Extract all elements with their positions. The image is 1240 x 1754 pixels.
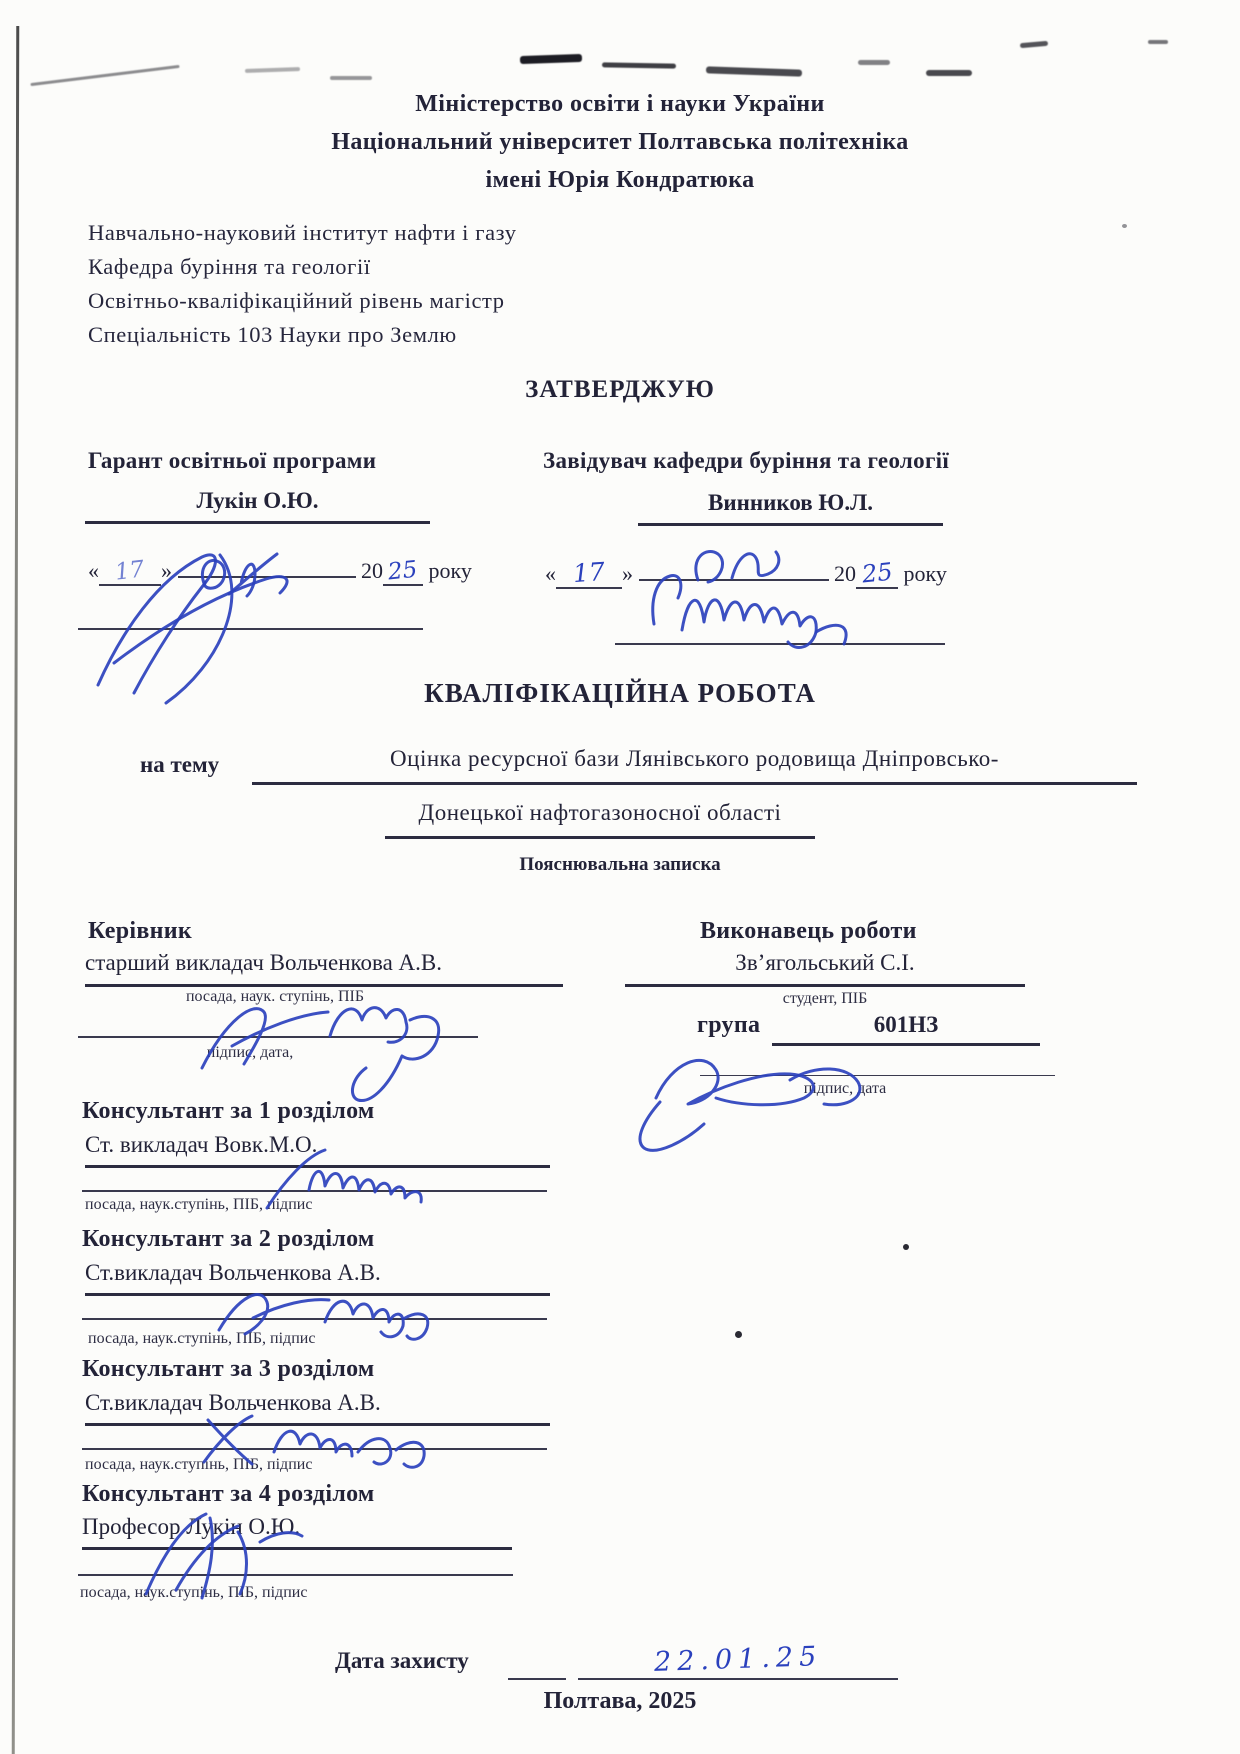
head-signature-line — [615, 615, 945, 645]
head-year-word: року — [903, 561, 947, 586]
institute-line: Навчально-науковий інститут нафти і газу — [88, 220, 517, 245]
consultant-4-caption: посада, наук.ступінь, ПІБ, підпис — [80, 1584, 308, 1601]
consultant-3-heading: Консультант за 3 розділом — [82, 1356, 375, 1382]
supervisor-name: старший викладач Вольченкова А.В. — [85, 950, 563, 987]
guarantor-date-line — [88, 558, 472, 586]
consultant-3-signature-line — [82, 1422, 547, 1450]
quote-open: « — [88, 558, 99, 583]
defense-date-blank — [508, 1650, 566, 1680]
scan-smudge — [30, 65, 179, 86]
defense-date-handwritten: 22.01.25 — [653, 1641, 823, 1678]
quote-open: « — [545, 561, 556, 586]
theme-line1: Оцінка ресурсної бази Лянівського родовища Дніпровсько- — [252, 746, 1137, 785]
specialty-line: Спеціальність 103 Науки про Землю — [88, 322, 457, 347]
scan-smudge — [602, 62, 676, 68]
executor-signature-line — [700, 1047, 1055, 1076]
consultant-1-heading: Консультант за 1 розділом — [82, 1098, 375, 1124]
executor-group-label: група — [697, 1012, 761, 1038]
head-date-line — [545, 558, 947, 589]
defense-date-label: Дата захисту — [335, 1648, 469, 1673]
guarantor-name: Лукін О.Ю. — [85, 488, 430, 524]
approve-heading: ЗАТВЕРДЖУЮ — [525, 376, 715, 403]
head-name: Винников Ю.Л. — [638, 490, 943, 526]
scan-smudge — [520, 54, 582, 64]
guarantor-year-prefix: 20 — [361, 558, 383, 583]
level-line: Освітньо-кваліфікаційний рівень магістр — [88, 288, 505, 313]
scan-speck — [1122, 224, 1127, 228]
head-role: Завідувач кафедри буріння та геології — [543, 448, 950, 473]
defense-date-line — [578, 1641, 898, 1680]
supervisor-signature-caption: підпис, дата, — [206, 1044, 294, 1061]
scan-smudge — [1148, 40, 1168, 44]
guarantor-role: Гарант освітньої програми — [88, 448, 377, 473]
guarantor-day-handwritten: 17 — [113, 556, 147, 586]
header-block — [0, 85, 1240, 199]
scan-smudge — [926, 70, 972, 76]
consultant-2-caption: посада, наук.ступінь, ПІБ, підпис — [88, 1330, 316, 1347]
consultant-2-signature-line — [82, 1292, 547, 1320]
consultant-1-signature-line — [82, 1164, 547, 1192]
scan-smudge — [245, 67, 300, 73]
consultant-4-heading: Консультант за 4 розділом — [82, 1481, 375, 1507]
consultant-2-heading: Консультант за 2 розділом — [82, 1226, 375, 1252]
consultant-4-name: Професор Лукін О.Ю. — [82, 1514, 512, 1550]
quote-close: » — [161, 558, 172, 583]
supervisor-label: Керівник — [88, 918, 193, 944]
executor-group-value: 601НЗ — [772, 1012, 1040, 1046]
work-title: КВАЛІФІКАЦІЙНА РОБОТА — [424, 678, 816, 708]
executor-signature-caption: підпис, дата — [803, 1080, 887, 1097]
guarantor-year-word: року — [428, 558, 472, 583]
guarantor-year-handwritten: 25 — [387, 556, 419, 586]
executor-name: Зв’ягольський С.І. — [625, 950, 1025, 987]
university-line: Національний університет Полтавська політехніка — [331, 129, 909, 155]
consultant-1-name: Ст. викладач Вовк.М.О. — [85, 1132, 550, 1168]
theme-label: на тему — [140, 752, 220, 777]
consultant-1-caption: посада, наук.ступінь, ПІБ, підпис — [85, 1196, 313, 1213]
named-after-line: імені Юрія Кондратюка — [485, 167, 755, 193]
head-year-handwritten: 25 — [860, 557, 894, 589]
scan-edge-line — [12, 26, 20, 1754]
scan-speck — [903, 1244, 909, 1250]
consultant-3-caption: посада, наук.ступінь, ПІБ, підпис — [85, 1456, 313, 1473]
work-subtitle: Пояснювальна записка — [519, 854, 721, 875]
supervisor-name-caption: посада, наук. ступінь, ПІБ — [185, 988, 365, 1005]
consultant-2-name: Ст.викладач Вольченкова А.В. — [85, 1260, 550, 1296]
department-line: Кафедра буріння та геології — [88, 254, 371, 279]
head-year-prefix: 20 — [834, 561, 856, 586]
guarantor-signature-line — [78, 600, 423, 630]
consultant-4-signature-line — [78, 1548, 513, 1576]
supervisor-signature-line — [78, 1008, 478, 1038]
executor-label: Виконавець роботи — [700, 918, 917, 944]
city-year: Полтава, 2025 — [543, 1688, 697, 1714]
scan-smudge — [330, 76, 372, 80]
scan-smudge — [706, 66, 802, 76]
institute-block — [88, 216, 517, 352]
head-day-handwritten: 17 — [572, 556, 606, 589]
scan-smudge — [858, 60, 890, 65]
ministry-line: Міністерство освіти і науки України — [415, 91, 825, 117]
consultant-3-name: Ст.викладач Вольченкова А.В. — [85, 1390, 550, 1426]
executor-name-caption: студент, ПІБ — [782, 990, 868, 1007]
theme-line2: Донецької нафтогазоносної області — [385, 800, 815, 839]
quote-close: » — [622, 561, 633, 586]
scan-smudge — [1020, 41, 1048, 48]
scan-speck — [735, 1331, 742, 1338]
